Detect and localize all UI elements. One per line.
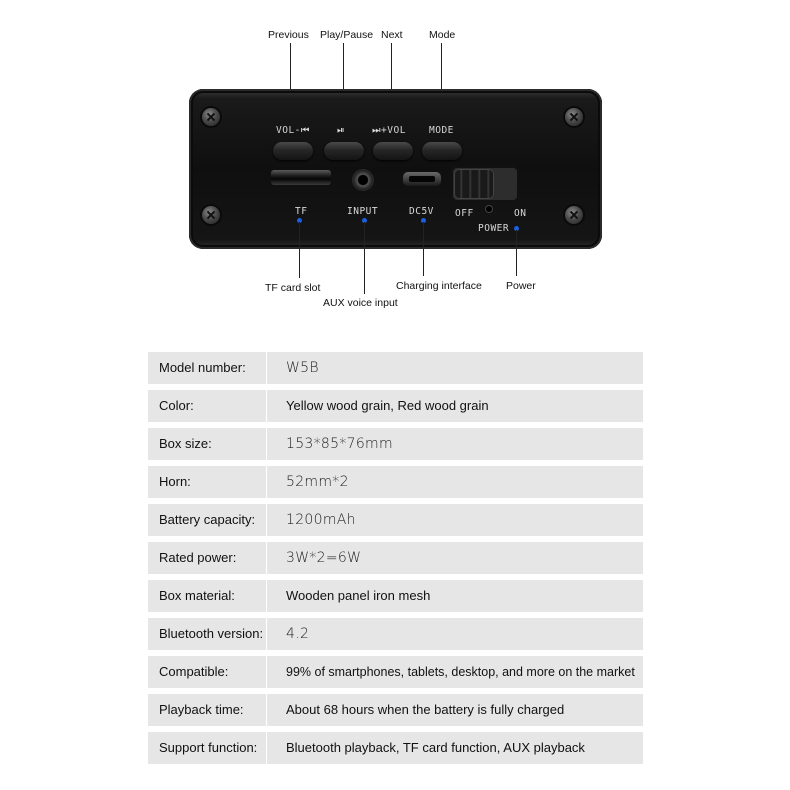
callout-charging-interface: Charging interface (396, 280, 482, 292)
mode-button[interactable] (422, 142, 462, 160)
next-vol-up-button[interactable] (373, 142, 413, 160)
spec-label: Playback time: (148, 694, 266, 726)
callout-play-pause: Play/Pause (320, 29, 374, 41)
leader-line-tf (299, 222, 300, 278)
label-dc5v: DC5V (409, 206, 434, 217)
leader-line-aux (364, 222, 365, 294)
label-mode: MODE (429, 125, 454, 136)
power-switch-knob[interactable] (454, 169, 494, 199)
spec-label: Support function: (148, 732, 266, 764)
spec-label: Rated power: (148, 542, 266, 574)
spec-label: Box size: (148, 428, 266, 460)
screw-icon (202, 108, 220, 126)
spec-label: Box material: (148, 580, 266, 612)
spec-value: 52mm*2 (267, 466, 643, 498)
spec-label: Compatible: (148, 656, 266, 688)
callout-tf-card-slot: TF card slot (265, 282, 321, 294)
indicator-hole (486, 206, 492, 212)
spec-value: W5B (267, 352, 643, 384)
callout-previous: Previous (268, 29, 309, 41)
label-input: INPUT (347, 206, 379, 217)
spec-value: About 68 hours when the battery is fully charged (267, 694, 643, 726)
spec-label: Model number: (148, 352, 266, 384)
spec-value: 3W*2=6W (267, 542, 643, 574)
spec-label: Color: (148, 390, 266, 422)
power-switch[interactable] (451, 166, 519, 202)
spec-label: Battery capacity: (148, 504, 266, 536)
leader-line-power (516, 230, 517, 276)
label-off: OFF (455, 208, 474, 219)
callout-aux-voice-input: AUX voice input (323, 297, 398, 309)
aux-input-jack[interactable] (352, 169, 374, 191)
screw-icon (565, 108, 583, 126)
label-play-pause: ⏯ (337, 125, 346, 136)
spec-value: 99% of smartphones, tablets, desktop, and more on the market (267, 656, 643, 688)
screw-icon (202, 206, 220, 224)
callout-next: Next (381, 29, 403, 41)
speaker-back-panel (189, 89, 602, 249)
label-tf: TF (295, 206, 308, 217)
spec-value: 1200mAh (267, 504, 643, 536)
micro-usb-port[interactable] (403, 172, 441, 186)
spec-value: Yellow wood grain, Red wood grain (267, 390, 643, 422)
screw-icon (565, 206, 583, 224)
callout-mode: Mode (429, 29, 456, 41)
tf-card-slot[interactable] (271, 170, 331, 185)
spec-value: Bluetooth playback, TF card function, AUX playback (267, 732, 643, 764)
callout-power: Power (506, 280, 536, 292)
label-on: ON (514, 208, 527, 219)
spec-value: 4.2 (267, 618, 643, 650)
leader-line-charging (423, 222, 424, 276)
label-power: POWER (478, 223, 510, 234)
spec-value: Wooden panel iron mesh (267, 580, 643, 612)
label-vol-plus: ⏭+VOL (372, 125, 406, 136)
play-pause-button[interactable] (324, 142, 364, 160)
spec-value: 153*85*76mm (267, 428, 643, 460)
previous-vol-down-button[interactable] (273, 142, 313, 160)
label-vol-minus: VOL-⏮ (276, 125, 310, 136)
spec-label: Horn: (148, 466, 266, 498)
spec-label: Bluetooth version: (148, 618, 266, 650)
